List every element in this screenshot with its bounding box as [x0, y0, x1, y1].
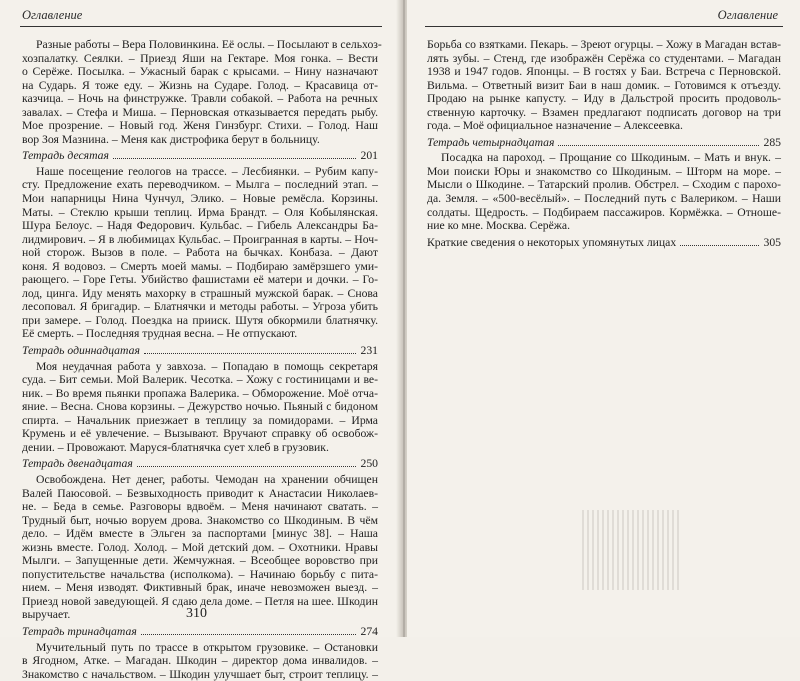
- toc-page-number: 285: [763, 135, 781, 149]
- text-line: на Сударь. Я тоже еду. – Жизнь на Сударе. Голод. – Красавица от-: [22, 78, 378, 92]
- toc-page-number: 250: [360, 457, 378, 471]
- text-line: Моя неудачная работа у завхоза. – Попадаю в помощь секретаря: [36, 359, 378, 373]
- text-line: Освобождена. Нет денег, работы. Чемодан на хранении обчищен: [36, 472, 378, 486]
- toc-page-number: 201: [360, 149, 378, 163]
- text-line: коня. Я водовоз. – Смерть моей мамы. – Подбираю замёрзшего уми-: [22, 259, 378, 273]
- right-page-text: [427, 38, 781, 251]
- toc-entry-title: Тетрадь одиннадцатая: [22, 344, 140, 358]
- toc-leader-dots: [144, 353, 357, 354]
- text-line: хозпалатку. Сеялки. – Приезд Яши на Гектаре. Моя гонка. – Вести: [22, 51, 378, 65]
- text-line: выручает.: [22, 608, 71, 622]
- text-line: Мысли о Шкодине. – Татарский пролив. Обстрел. – Сходим с парохо-: [427, 178, 781, 192]
- text-line: суда. – Бит семьи. Мой Валерик. Чесотка. – Хожу с гостиницами и ве-: [22, 373, 378, 387]
- toc-page-number: 231: [360, 344, 378, 358]
- text-line: Приезд новой заведующей. Я сдаю дела доме. – Петля на шее. Шкодин: [22, 594, 378, 608]
- toc-entry-title: Тетрадь двенадцатая: [22, 457, 133, 471]
- text-line: вор Зоя Мазнина. – Меня как дистрофика берут в больницу.: [22, 132, 320, 146]
- left-page-text: [22, 38, 382, 681]
- text-line: сту. Предложение ехать переводчиком. – Мылга – последний этап. –: [22, 178, 378, 192]
- text-line: ной сторож. Вызов в поле. – Работа на бычках. Конбаза. – Дают: [22, 246, 378, 260]
- text-line: казчица. – Ночь на финстружке. Травли собакой. – Работа на речных: [22, 92, 378, 106]
- toc-entry-title: Тетрадь четырнадцатая: [427, 135, 555, 149]
- header-rule-left: [20, 26, 382, 27]
- toc-entry: [427, 236, 781, 250]
- toc-page-number: 274: [360, 624, 378, 638]
- text-line: Крумень и её увлечение. – Вызывают. Вручают справку об освобож-: [22, 427, 378, 441]
- running-head-right: Оглавление: [717, 8, 778, 22]
- text-line: Вильма. – Ответный визит Баи в наш домик. – Готовимся к отъезду.: [427, 78, 781, 92]
- toc-leader-dots: [137, 466, 357, 467]
- text-line: в Ягодном, Атке. – Магадан. Шкодин – директор дома инвалидов. –: [22, 654, 378, 668]
- toc-leader-dots: [558, 145, 759, 146]
- text-line: Трудный быт, ночью воруем дрова. Знакомство со Шкодиным. В чём: [22, 513, 378, 527]
- header-rule-right: [425, 26, 783, 27]
- text-line: лесоповал. Я бригадир. – Блатнячки и методы работы. – Угроза убить: [22, 300, 378, 314]
- text-line: Борьба со взятками. Пекарь. – Зреют огурцы. – Хожу в Магадан встав-: [427, 38, 781, 51]
- text-line: солдаты. Щедрость. – Подбираем пассажиров. Кормёжка. – Отноше-: [427, 205, 781, 219]
- text-line: ник. – Во время пьянки пропажа Валерика. – Обморожение. Моё отча-: [22, 386, 378, 400]
- toc-entry: [22, 344, 378, 358]
- text-line: дении. – Провожают. Маруся-блатнячка сует хлеб в грузовик.: [22, 440, 329, 454]
- toc-entry: [22, 149, 378, 163]
- toc-leader-dots: [141, 634, 357, 635]
- toc-leader-dots: [680, 245, 759, 246]
- text-line: Валей Паюсовой. – Безвыходность приводит к Анастасии Николаев-: [22, 486, 378, 500]
- text-line: Наше посещение геологов на трассе. – Лесбиянки. – Рубим капу-: [36, 164, 378, 178]
- right-page: [407, 0, 800, 637]
- text-line: Шура Белоус. – Надя Федорович. Кульбас. – Гибель Александры Ба-: [22, 219, 378, 233]
- toc-entry: [22, 625, 378, 639]
- bleed-through-barcode: [582, 510, 682, 590]
- text-line: Продаю на рынке капусту. – Иду в Дальстрой просить продоволь-: [427, 92, 781, 106]
- text-line: года. – Моё официальное назначение – Алексеевка.: [427, 119, 683, 133]
- text-line: при замере. – Голод. Поездка на прииск. Шутя обкормили блатнячку.: [22, 313, 378, 327]
- text-line: о Серёже. Посылка. – Ужасный барак с крысами. – Нину назначают: [22, 65, 378, 79]
- text-line: Разные работы – Вера Половинкина. Её ослы. – Посылают в сельхоз-: [36, 38, 382, 51]
- toc-entry: [427, 136, 781, 150]
- text-line: жизнь вместе. Голод. Холод. – Мой детский дом. – Охотники. Нравы: [22, 540, 378, 554]
- text-line: лидмирович. – Я в любимицах Кульбас. – Проигранная в карты. – Ноч-: [22, 232, 378, 246]
- toc-entry: [22, 457, 378, 471]
- text-line: Мучительный путь по трассе в открытом грузовике. – Остановки: [36, 640, 378, 654]
- text-line: спирта. – Начальник приезжает в теплицу за помидорами. – Ирма: [22, 413, 378, 427]
- text-line: попустительстве начальства (исполкома). – Начинаю борьбу с пита-: [22, 567, 378, 581]
- text-line: завалах. – Стефа и Миша. – Перновская отказывается передать рыбу.: [22, 105, 378, 119]
- text-line: Мои поиски Юры и знакомство со Шкодиным. – Шторм на море. –: [427, 164, 781, 178]
- text-line: Мое прозрение. – Новый год. Женя Гинзбург. Стихи. – Голод. Наш: [22, 119, 378, 133]
- toc-leader-dots: [113, 158, 357, 159]
- text-line: да. Земля. – «500-весёлый». – Последний путь с Валериком. – Наши: [427, 192, 781, 206]
- page-number: 310: [186, 606, 207, 621]
- text-line: Посадка на пароход. – Прощание со Шкодиным. – Мать и внук. –: [441, 151, 781, 165]
- text-line: не. – Беда в семье. Разговоры вдвоём. – Меня начинают сватать. –: [22, 500, 378, 514]
- text-line: Знакомство с начальством. – Шкодин улучшает быт, строит теплицу. –: [22, 667, 378, 681]
- text-line: рающего. – Горе Геты. Убийство фашистами её матери и дочки. – Го-: [22, 273, 378, 287]
- text-line: Её смерть. – Последняя трудная весна. – Не отпускают.: [22, 327, 298, 341]
- text-line: нием. – Меня изводят. Фиктивный брак, иначе невозможен выезд. –: [22, 581, 378, 595]
- toc-entry-title: Тетрадь тринадцатая: [22, 624, 137, 638]
- text-line: лод, цинга. Иду менять махорку в страшный мужской барак. – Снова: [22, 286, 378, 300]
- text-line: ственную карточку. – Взамен предлагают подписать договор на три: [427, 105, 781, 119]
- text-line: Маты. – Стеклю крыши теплиц. Ирма Брандт. – Оля Кобылянская.: [22, 205, 378, 219]
- toc-entry-title: Краткие сведения о некоторых упомянутых лицах: [427, 235, 677, 249]
- text-line: Мои напарницы Нина Чунчул, Элико. – Новые ремёсла. Корзины.: [22, 192, 378, 206]
- text-line: дело. – Идём вместе в Эльген за паспортами [минус 38]. – Наша: [22, 527, 378, 541]
- text-line: лять зубы. – Стенд, где изображён Серёжа со студентами. – Магадан: [427, 51, 781, 65]
- text-line: ние ко мне. Москва. Серёжа.: [427, 219, 570, 233]
- text-line: Мылги. – Запущенные дети. Жемчужная. – Всеобщее воровство при: [22, 554, 378, 568]
- text-line: яние. – Весна. Снова корзины. – Дежурство ночью. Пьяный с бидоном: [22, 400, 378, 414]
- toc-page-number: 305: [763, 235, 781, 249]
- text-line: 1938 и 1947 годов. Японцы. – В гостях у Баи. Встреча с Перновской.: [427, 65, 781, 79]
- toc-entry-title: Тетрадь десятая: [22, 149, 109, 163]
- running-head-left: Оглавление: [22, 8, 83, 22]
